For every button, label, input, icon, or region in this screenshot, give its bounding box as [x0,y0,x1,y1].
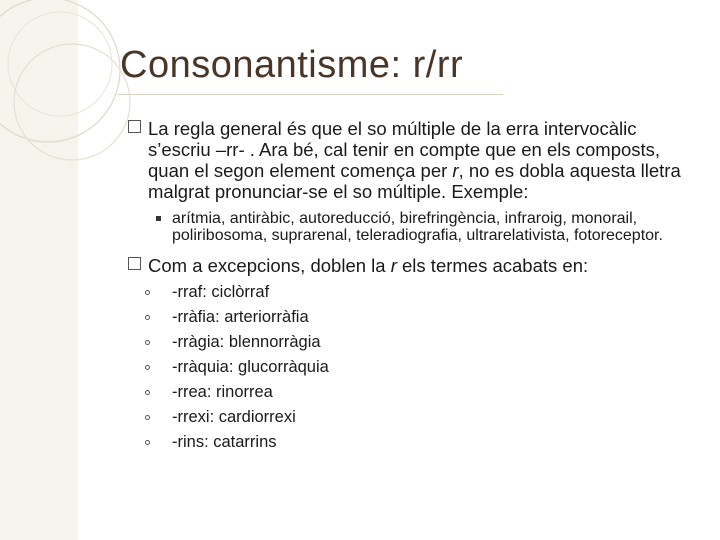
circle-bullet-icon [145,340,150,345]
title-divider [118,94,503,95]
bullet-rule-paragraph [128,118,688,202]
circle-bullet-icon [145,315,150,320]
exceptions-text-part1: Com a excepcions, doblen la [148,255,391,276]
checkbox-bullet-icon [128,257,141,270]
circle-bullet-icon [145,415,150,420]
slide-content [128,118,688,455]
list-item [128,210,688,244]
list-item [128,280,688,305]
bullet-exceptions-paragraph [128,255,688,276]
page-title: Consonantisme: r/rr [120,44,464,86]
circle-bullet-icon [145,365,150,370]
rule-text-part2: , no es dobla aquesta lletra malgrat pronunciar-se el so múltiple. Exemple: [148,160,681,202]
list-item [128,330,688,355]
exceptions-list [128,280,688,455]
exceptions-text-part2: els termes acabats en: [396,255,589,276]
exception-text: -rràgia: blennorràgia [172,333,321,351]
exception-text: -rrexi: cardiorrexi [172,408,296,426]
rule-text-part1: La regla general és que el so múltiple de la erra intervocàlic s’escriu –rr- . Ara bé, cal tenir en compte que en els composts, quan el segon element comença per [148,118,661,181]
exception-text: -rrea: rinorrea [172,383,273,401]
list-item [128,405,688,430]
list-item [128,430,688,455]
exception-text: -rins: catarrins [172,433,277,451]
circle-bullet-icon [145,290,150,295]
exception-text: -rraf: ciclòrraf [172,283,270,301]
examples-text: arítmia, antiràbic, autoreducció, birefringència, infraroig, monorail, poliribosoma, suprarenal, teleradiografia, ultrarelativista, fotoreceptor. [172,210,663,244]
square-bullet-icon [156,216,161,221]
list-item [128,305,688,330]
exception-text: -rràquia: glucorràquia [172,358,329,376]
list-item [128,355,688,380]
circle-bullet-icon [145,440,150,445]
exception-text: -rràfia: arteriorràfia [172,308,309,326]
circle-bullet-icon [145,390,150,395]
exceptions-italic-r: r [390,255,397,276]
rule-italic-r: r [452,160,459,181]
examples-list [128,210,688,244]
list-item [128,380,688,405]
checkbox-bullet-icon [128,120,141,133]
